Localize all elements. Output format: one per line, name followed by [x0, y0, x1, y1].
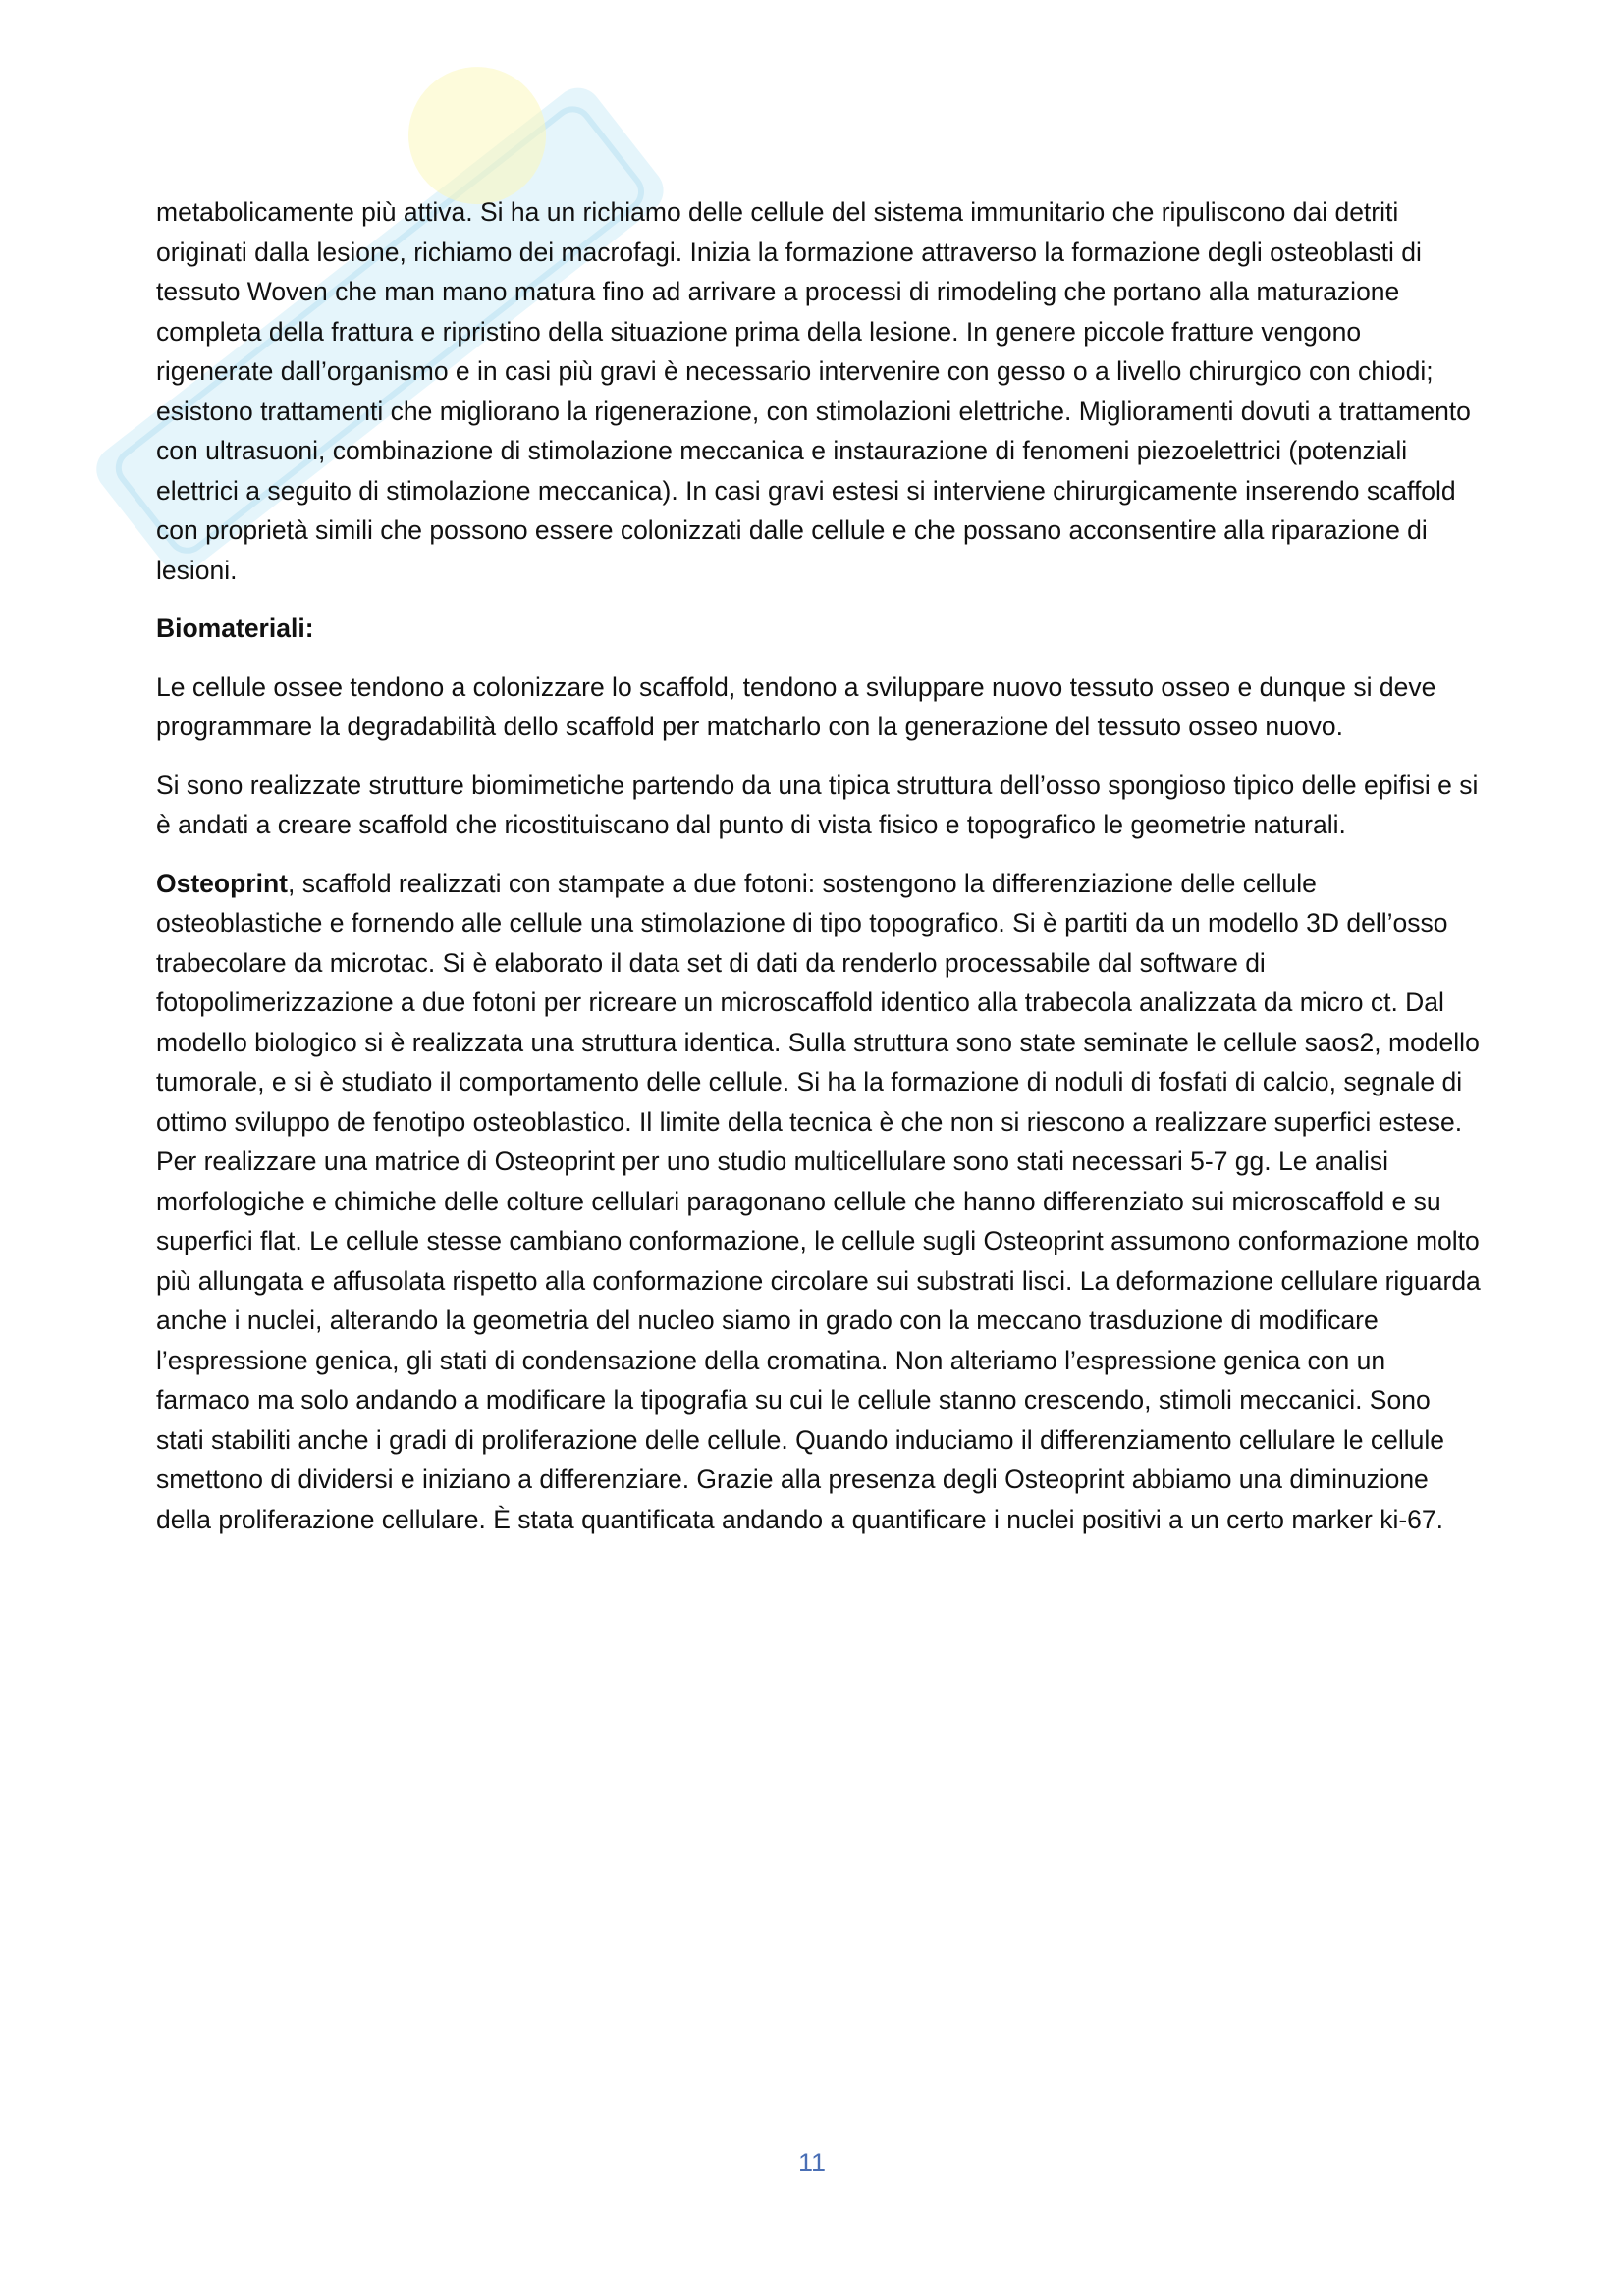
paragraph-biomimetic-structures: Si sono realizzate strutture biomimetiche partendo da una tipica struttura dell’osso spongioso tipico delle epifisi e si è andati a creare scaffold che ricostituiscano dal punto di vista fisico e topografico le geometrie naturali.: [156, 770, 1479, 839]
term-osteoprint: Osteoprint: [156, 868, 288, 898]
paragraph-bone-colonization: Le cellule ossee tendono a colonizzare lo scaffold, tendono a sviluppare nuovo tessuto osseo e dunque si deve programmare la degradabilità dello scaffold per matcharlo con la generazione del tessuto osseo nuovo.: [156, 671, 1436, 741]
page-number: 11: [797, 2148, 827, 2177]
paragraph-fracture-healing: metabolicamente più attiva. Si ha un richiamo delle cellule del sistema immunitario che ripuliscono dai detriti originati dalla lesione, richiamo dei macrofagi. Inizia la formazione attraverso la formazione degli osteoblasti di tessuto Woven che man mano matura fino ad arrivare a processi di rimodeling che portano alla maturazione completa della frattura e ripristino della situazione prima della lesione. In genere piccole fratture vengono rigenerate dall’organismo e in casi più gravi è necessario intervenire con gesso o a livello chirurgico con chiodi; esistono trattamenti che migliorano la rigenerazione, con stimolazioni elettriche. Miglioramenti dovuti a trattamento con ultrasuoni, combinazione di stimolazione meccanica e instaurazione di fenomeni piezoelettrici (potenziali elettrici a seguito di stimolazione meccanica). In casi gravi estesi si interviene chirurgicamente inserendo scaffold con proprietà simili che possono essere colonizzati dalle cellule e che possano acconsentire alla riparazione di lesioni.: [156, 197, 1471, 585]
page-body: [156, 192, 1484, 1558]
section-heading-biomateriali: Biomateriali:: [156, 614, 314, 643]
paragraph-osteoprint: [156, 864, 1484, 1540]
paragraph-osteoprint-body: , scaffold realizzati con stampate a due fotoni: sostengono la differenziazione delle cellule osteoblastiche e fornendo alle cellule una stimolazione di tipo topografico. Si è partiti da un modello 3D dell’osso trabecolare da microtac. Si è elaborato il data set di dati da renderlo processabile dal software di fotopolimerizzazione a due fotoni per ricreare un microscaffold identico alla trabecola analizzata da micro ct. Dal modello biologico si è realizzata una struttura identica. Sulla struttura sono state seminate le cellule saos2, modello tumorale, e si è studiato il comportamento delle cellule. Si ha la formazione di noduli di fosfati di calcio, segnale di ottimo sviluppo de fenotipo osteoblastico. Il limite della tecnica è che non si riescono a realizzare superfici estese. Per realizzare una matrice di Osteoprint per uno studio multicellulare sono stati necessari 5-7 gg. Le analisi morfologiche e chimiche delle colture cellulari paragonano cellule che hanno differenziato sui microscaffold e su superfici flat. Le cellule stesse cambiano conformazione, le cellule sugli Osteoprint assumono conformazione molto più allungata e affusolata rispetto alla conformazione circolare sui substrati lisci. La deformazione cellulare riguarda anche i nuclei, alterando la geometria del nucleo siamo in grado con la meccano trasduzione di modificare l’espressione genica, gli stati di condensazione della cromatina. Non alteriamo l’espressione genica con un farmaco ma solo andando a modificare la tipografia su cui le cellule stanno crescendo, stimoli meccanici. Sono stati stabiliti anche i gradi di proliferazione delle cellule. Quando induciamo il differenziamento cellulare le cellule smettono di dividersi e iniziano a differenziare. Grazie alla presenza degli Osteoprint abbiamo una diminuzione della proliferazione cellulare. È stata quantificata andando a quantificare i nuclei positivi a un certo marker ki-67.: [156, 868, 1481, 1534]
